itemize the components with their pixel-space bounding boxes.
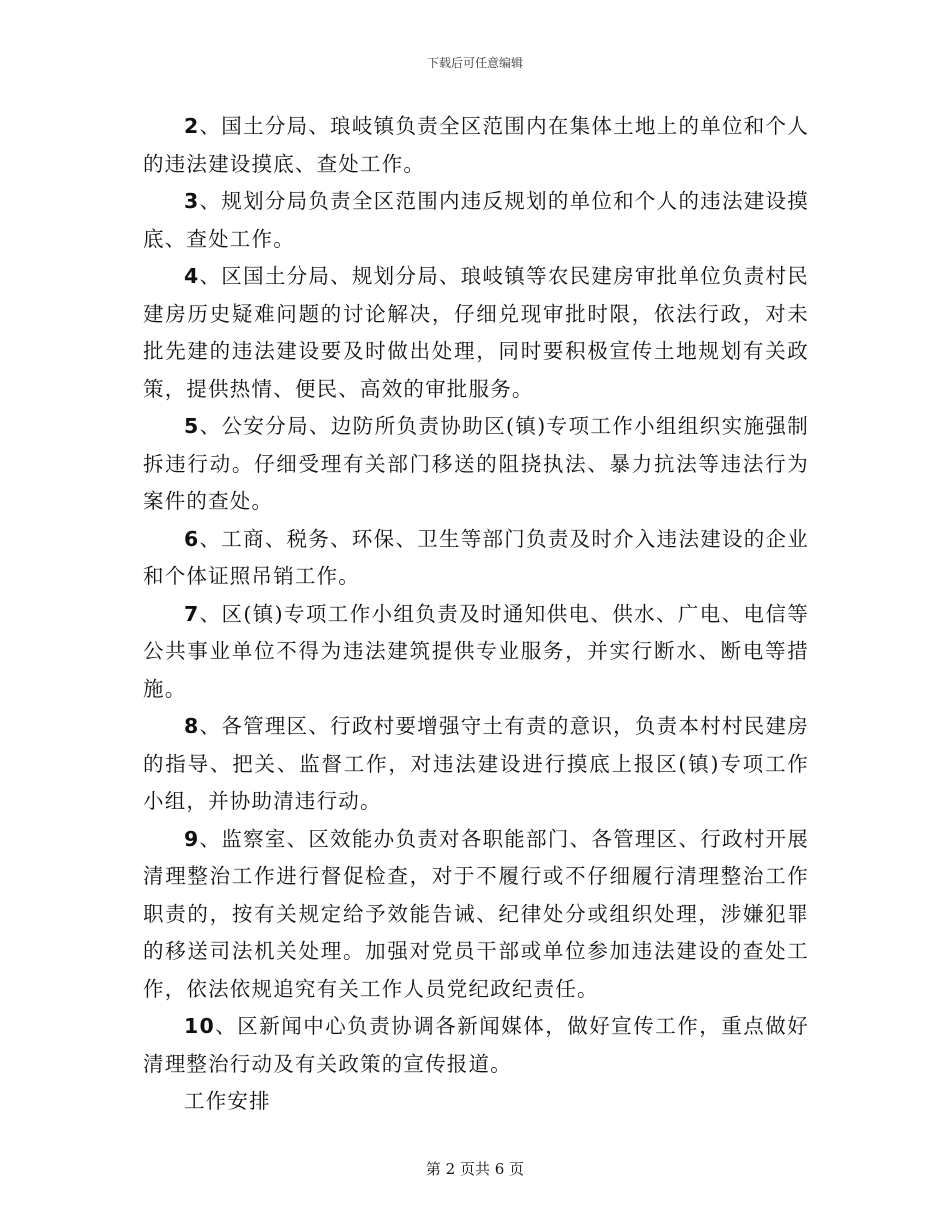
paragraph-item-3 (143, 183, 809, 258)
item-number: 10 (184, 1014, 215, 1038)
section-heading: 工作安排 (184, 1089, 271, 1113)
item-number: 8 (184, 714, 200, 738)
paragraph-text: 、国土分局、琅岐镇负责全区范围内在集体土地上的单位和个人的违法建设摸底、查处工作。 (143, 114, 809, 176)
item-number: 4 (184, 264, 200, 288)
page-header-note: 下载后可任意编辑 (426, 56, 523, 70)
paragraph-text: 、公安分局、边防所负责协助区(镇)专项工作小组组织实施强制拆违行动。仔细受理有关部门移送的阻挠执法、暴力抗法等违法行为案件的查处。 (143, 414, 809, 513)
paragraph-item-4 (143, 258, 809, 408)
paragraph-text: 、监察室、区效能办负责对各职能部门、各管理区、行政村开展清理整治工作进行督促检查，对于不履行或不仔细履行清理整治工作职责的，按有关规定给予效能告诫、纪律处分或组织处理，涉嫌犯罪的移送司法机关处理。加强对党员干部或单位参加违法建设的查处工作，依法依规追究有关工作人员党纪政纪责任。 (143, 826, 809, 1001)
paragraph-text: 、工商、税务、环保、卫生等部门负责及时介入违法建设的企业和个体证照吊销工作。 (143, 526, 809, 588)
item-number: 7 (184, 601, 200, 626)
paragraph-text: 、规划分局负责全区范围内违反规划的单位和个人的违法建设摸底、查处工作。 (143, 189, 809, 251)
item-number: 9 (184, 826, 200, 851)
paragraph-item-6 (143, 521, 809, 596)
paragraph-text: 、区国土分局、规划分局、琅岐镇等农民建房审批单位负责村民建房历史疑难问题的讨论解决，仔细兑现审批时限，依法行政，对未批先建的违法建设要及时做出处理，同时要积极宣传土地规划有关政策，提供热情、便民、高效的审批服务。 (143, 264, 809, 401)
paragraph-text: 、区(镇)专项工作小组负责及时通知供电、供水、广电、电信等公共事业单位不得为违法建筑提供专业服务，并实行断水、断电等措施。 (143, 601, 809, 701)
paragraph-item-8 (143, 708, 809, 821)
paragraph-item-9 (143, 821, 809, 1009)
item-number: 6 (184, 526, 200, 551)
item-number: 2 (184, 114, 200, 138)
item-number: 5 (184, 414, 200, 438)
item-number: 3 (184, 189, 200, 213)
document-body (143, 108, 809, 1121)
paragraph-item-5 (143, 408, 809, 521)
page-number-footer: 第 2 页共 6 页 (425, 1160, 525, 1178)
paragraph-text: 、各管理区、行政村要增强守土有责的意识，负责本村村民建房的指导、把关、监督工作，对违法建设进行摸底上报区(镇)专项工作小组，并协助清违行动。 (143, 714, 809, 813)
paragraph-text: 、区新闻中心负责协调各新闻媒体，做好宣传工作，重点做好清理整治行动及有关政策的宣传报道。 (143, 1014, 809, 1076)
paragraph-item-10 (143, 1008, 809, 1083)
paragraph-item-7 (143, 596, 809, 709)
paragraph-item-2 (143, 108, 809, 183)
